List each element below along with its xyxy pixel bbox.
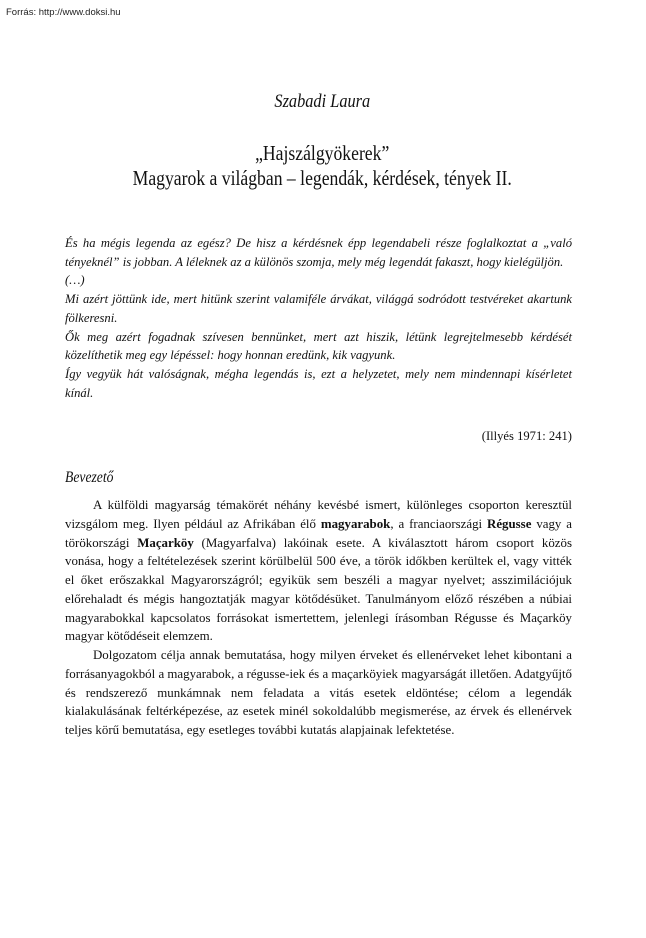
motto-quote	[65, 234, 572, 402]
bold-term: magyarabok	[320, 516, 391, 531]
body-paragraph-1	[65, 496, 572, 646]
section-body	[65, 496, 572, 740]
author-name: Szabadi Laura	[274, 91, 371, 112]
body-paragraph-2: Dolgozatom célja annak bemutatása, hogy milyen érveket és ellenérveket lehet kibontani a forrásanyagokból a magyarabok, a régusse-iek és a maçarköyiek magyarságát illetően. Adatgyűjtő és rendszerező munkámnak nem feladata a vitás esetek eldöntése; célom a legendák kialakulásának feltérképezése, az esetek minél sokoldalúbb megismerése, az érvek és ellenérvek teljes körű bemutatása, egy esetleges további kutatás alapjainak lefektetése.	[65, 648, 572, 737]
bold-term: Maçarköy	[137, 535, 194, 550]
article-title: „Hajszálgyökerek”	[255, 141, 390, 165]
body-text-run: vagy a törökországi	[65, 516, 573, 550]
motto-paragraph: Ők meg azért fogadnak szívesen bennünket, mert azt hiszik, létünk legrejtelmesebb kérdését közelíthetik meg egy lépéssel: hogy honnan eredünk, kik vagyunk.	[65, 329, 572, 363]
bold-term: Régusse	[487, 516, 532, 531]
section-heading: Bevezető	[65, 469, 114, 486]
body-text-run: , a franciaországi	[390, 516, 488, 531]
body-text-run: (Magyarfalva) lakóinak esete. A kiválasztott három csoport közös vonása, hogy a feltételezések szerint körülbelül 500 éve, a török időkben kerültek el, vagy vitték el őket erőszakkal Magyarországról; egyikük sem beszéli a magyar nyelvet; asszimilációjuk előrehaladt és mégis hangoztatják magyar kötődésüket. Tanulmányom előző részében a núbiai magyarabokkal kapcsolatos forrásokat ismertettem, jelenlegi írásomban Régusse és Maçarköy magyar kötődéseit elemzem.	[65, 535, 572, 644]
body-text-run: A külföldi magyarság témakörét néhány kevésbé ismert, különleges csoporton keresztül vizsgálom meg. Ilyen például az Afrikában élő	[65, 498, 572, 531]
motto-paragraph: Így vegyük hát valóságnak, mégha legendás is, ezt a helyzetet, mely nem mindennapi kísérletet kínál.	[65, 366, 572, 400]
motto-ellipsis: (…)	[65, 273, 85, 288]
motto-paragraph: És ha mégis legenda az egész? De hisz a kérdésnek épp legendabeli része foglalkoztat a „való tényeknél” is jobban. A léleknek az a különös szomja, mely még legendát fakaszt, hogy kielégüljön.	[65, 236, 572, 269]
article-subtitle: Magyarok a világban – legendák, kérdések, tények II.	[132, 166, 512, 190]
motto-paragraph: Mi azért jöttünk ide, mert hitünk szerint valamiféle árvákat, világgá sodródott testvéreket akartunk fölkeresni.	[65, 292, 572, 325]
source-line: Forrás: http://www.doksi.hu	[6, 7, 121, 18]
motto-citation: (Illyés 1971: 241)	[481, 429, 572, 443]
